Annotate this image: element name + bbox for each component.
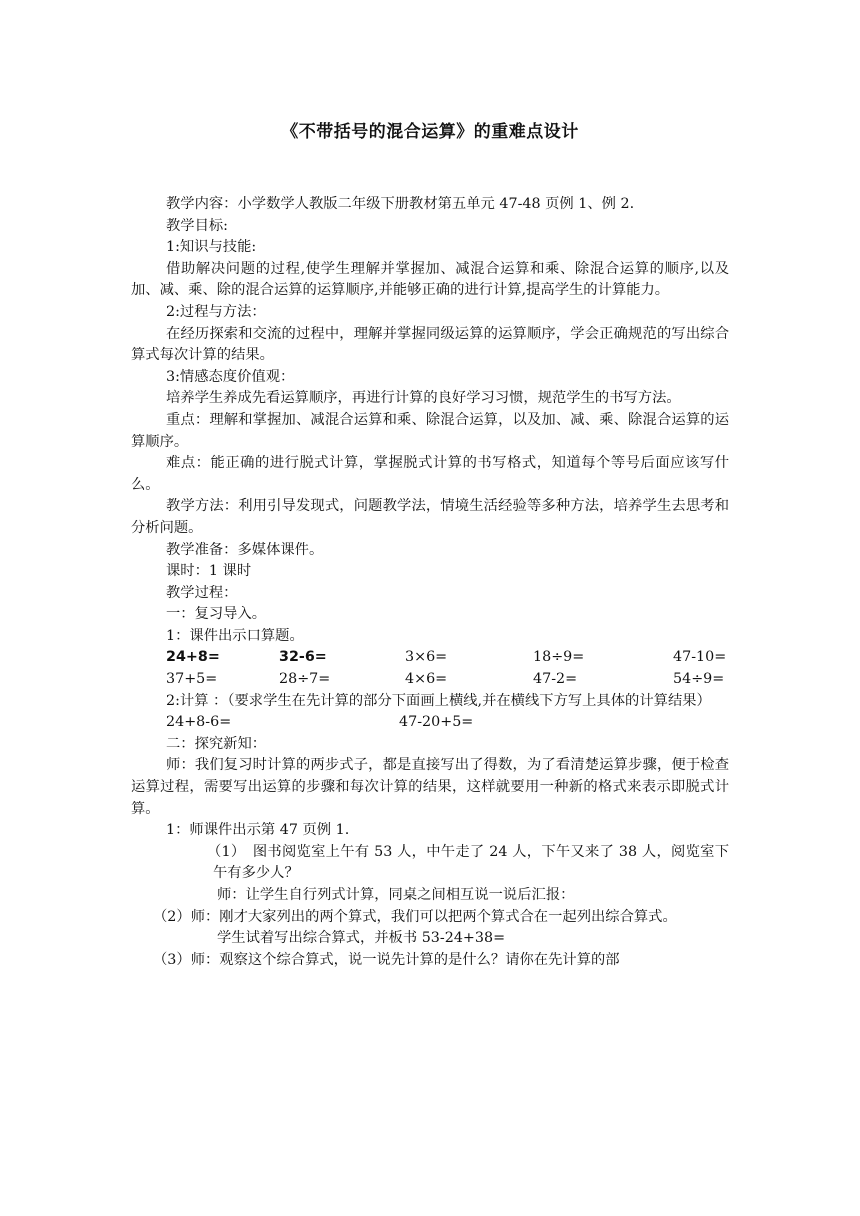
question-1: （1） 图书阅览室上午有 53 人，中午走了 24 人，下午又来了 38 人，阅览室下午有多少人？ xyxy=(207,843,729,882)
key-point: 重点：理解和掌握加、减混合运算和乘、除混合运算，以及加、减、乘、除混合运算的运算顺序。 xyxy=(131,411,729,450)
question-2: （2）师：刚才大家列出的两个算式，我们可以把两个算式合在一起列出综合算式。 xyxy=(153,908,677,925)
calc-item: 4×6= xyxy=(405,671,448,688)
goal3-text: 培养学生养成先看运算顺序，再进行计算的良好学习习惯，规范学生的书写方法。 xyxy=(166,390,681,407)
calc-row-2 xyxy=(131,669,729,691)
calc-item: 47-20+5= xyxy=(399,714,474,731)
difficulty: 难点：能正确的进行脱式计算，掌握脱式计算的书写格式，知道每个等号后面应该写什么。 xyxy=(131,455,729,493)
goal3-heading: 3:情感态度价值观： xyxy=(166,368,295,385)
document-title: 《不带括号的混合运算》的重难点设计 xyxy=(281,122,579,142)
goal2-text: 在经历探索和交流的过程中，理解并掌握同级运算的运算顺序，学会正确规范的写出综合算式每次计算的结果。 xyxy=(131,325,729,364)
calc-item: 37+5= xyxy=(166,671,218,688)
question-1-teacher: 师：让学生自行列式计算，同桌之间相互说一说后汇报： xyxy=(217,887,575,903)
process-heading: 教学过程： xyxy=(166,584,238,601)
document-body xyxy=(131,194,729,971)
class-hours: 课时：1 课时 xyxy=(166,563,252,580)
calc-item: 32-6= xyxy=(279,649,327,666)
goals-heading: 教学目标: xyxy=(166,217,229,234)
question-3: （3）师：观察这个综合算式，说一说先计算的是什么？请你在先计算的部 xyxy=(153,951,620,968)
teaching-prep: 教学准备：多媒体课件。 xyxy=(166,541,324,558)
calc-item: 47-10= xyxy=(673,649,727,666)
step1-item2: 2:计算 ：（要求学生在先计算的部分下面画上横线,并在横线下方写上具体的计算结果） xyxy=(166,692,711,709)
goal1-text: 借助解决问题的过程,使学生理解并掌握加、减混合运算和乘、除混合运算的顺序,以及加、减、乘、除的混合运算的运算顺序,并能够正确的进行计算,提高学生的计算能力。 xyxy=(131,260,729,299)
question-2-students: 学生试着写出综合算式，并板书 53-24+38= xyxy=(217,930,506,947)
step1-heading: 一：复习导入。 xyxy=(166,606,267,623)
teacher-intro: 师：我们复习时计算的两步式子，都是直接写出了得数，为了看清楚运算步骤，便于检查运算过程，需要写出运算的步骤和每次计算的结果，这样就要用一种新的格式来表示即脱式计算。 xyxy=(131,757,729,817)
calc-item: 47-2= xyxy=(533,671,578,688)
teaching-method: 教学方法：利用引导发现式，问题教学法，情境生活经验等多种方法，培养学生去思考和分析问题。 xyxy=(131,498,729,536)
teaching-content: 教学内容：小学数学人教版二年级下册教材第五单元 47-48 页例 1、例 2. xyxy=(166,196,635,212)
calc-item: 3×6= xyxy=(405,649,448,666)
step2-heading: 二：探究新知： xyxy=(166,735,267,752)
calc-row-3 xyxy=(131,712,729,734)
goal1-heading: 1:知识与技能: xyxy=(166,239,257,256)
calc-item: 28÷7= xyxy=(279,671,331,688)
goal2-heading: 2:过程与方法： xyxy=(166,303,266,320)
step1-item1: 1：课件出示口算题。 xyxy=(166,627,304,644)
calc-item: 54÷9= xyxy=(673,671,725,688)
calc-item: 24+8= xyxy=(166,649,220,666)
calc-row-1 xyxy=(131,647,729,669)
calc-item: 18÷9= xyxy=(533,649,585,666)
calc-item: 24+8-6= xyxy=(166,714,232,731)
example1: 1：师课件出示第 47 页例 1. xyxy=(166,822,350,839)
